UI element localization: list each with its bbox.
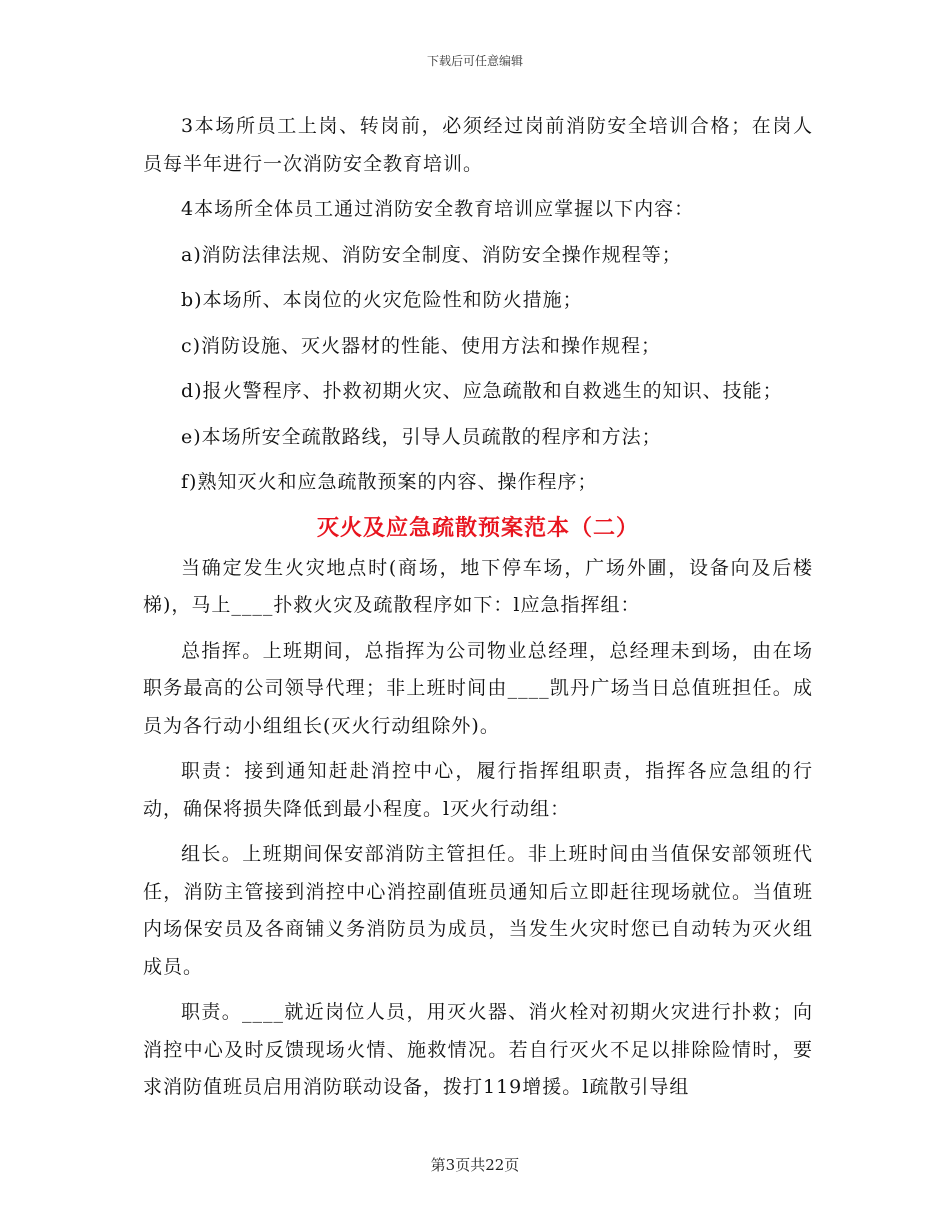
page-header: 下载后可任意编辑 [426, 54, 523, 68]
list-item: a)消防法律法规、消防安全制度、消防安全操作规程等； [181, 243, 682, 266]
paragraph: 3本场所员工上岗、转岗前，必须经过岗前消防安全培训合格；在岗人员每半年进行一次消防安全教育培训。 [143, 115, 813, 175]
list-item: f)熟知灭火和应急疏散预案的内容、操作程序； [181, 471, 598, 493]
list-item: d)报火警程序、扑救初期火灾、应急疏散和自救逃生的知识、技能； [181, 380, 783, 402]
list-item: b)本场所、本岗位的火灾危险性和防火措施； [181, 289, 583, 311]
paragraph: 组长。上班期间保安部消防主管担任。非上班时间由当值保安部领班代任，消防主管接到消控中心消控副值班员通知后立即赶往现场就位。当值班内场保安员及各商铺义务消防员为成员，当发生火灾时您已自动转为灭火组成员。 [143, 843, 813, 978]
section-title: 灭火及应急疏散预案范本（二） [316, 514, 639, 541]
list-item: e)本场所安全疏散路线，引导人员疏散的程序和方法； [181, 425, 662, 448]
document-body [143, 108, 813, 1115]
paragraph: 4本场所全体员工通过消防安全教育培训应掌握以下内容： [181, 198, 695, 220]
page-number: 第3页共22页 [430, 1156, 520, 1174]
paragraph: 当确定发生火灾地点时(商场，地下停车场，广场外圃，设备向及后楼梯)，马上____扑救火灾及疏散程序如下：l应急指挥组： [143, 556, 813, 616]
paragraph: 职责。____就近岗位人员，用灭火器、消火栓对初期火灾进行扑救；向消控中心及时反馈现场火情、施救情况。若自行灭火不足以排除险情时，要求消防值班员启用消防联动设备，拨打119增援。l疏散引导组 [143, 1001, 813, 1098]
list-item: c)消防设施、灭火器材的性能、使用方法和操作规程； [181, 334, 662, 357]
paragraph: 职责：接到通知赶赴消控中心，履行指挥组职责，指挥各应急组的行动，确保将损失降低到最小程度。l灭火行动组： [143, 760, 813, 820]
paragraph: 总指挥。上班期间，总指挥为公司物业总经理，总经理未到场，由在场职务最高的公司领导代理；非上班时间由____凯丹广场当日总值班担任。成员为各行动小组组长(灭火行动组除外)。 [143, 639, 813, 737]
